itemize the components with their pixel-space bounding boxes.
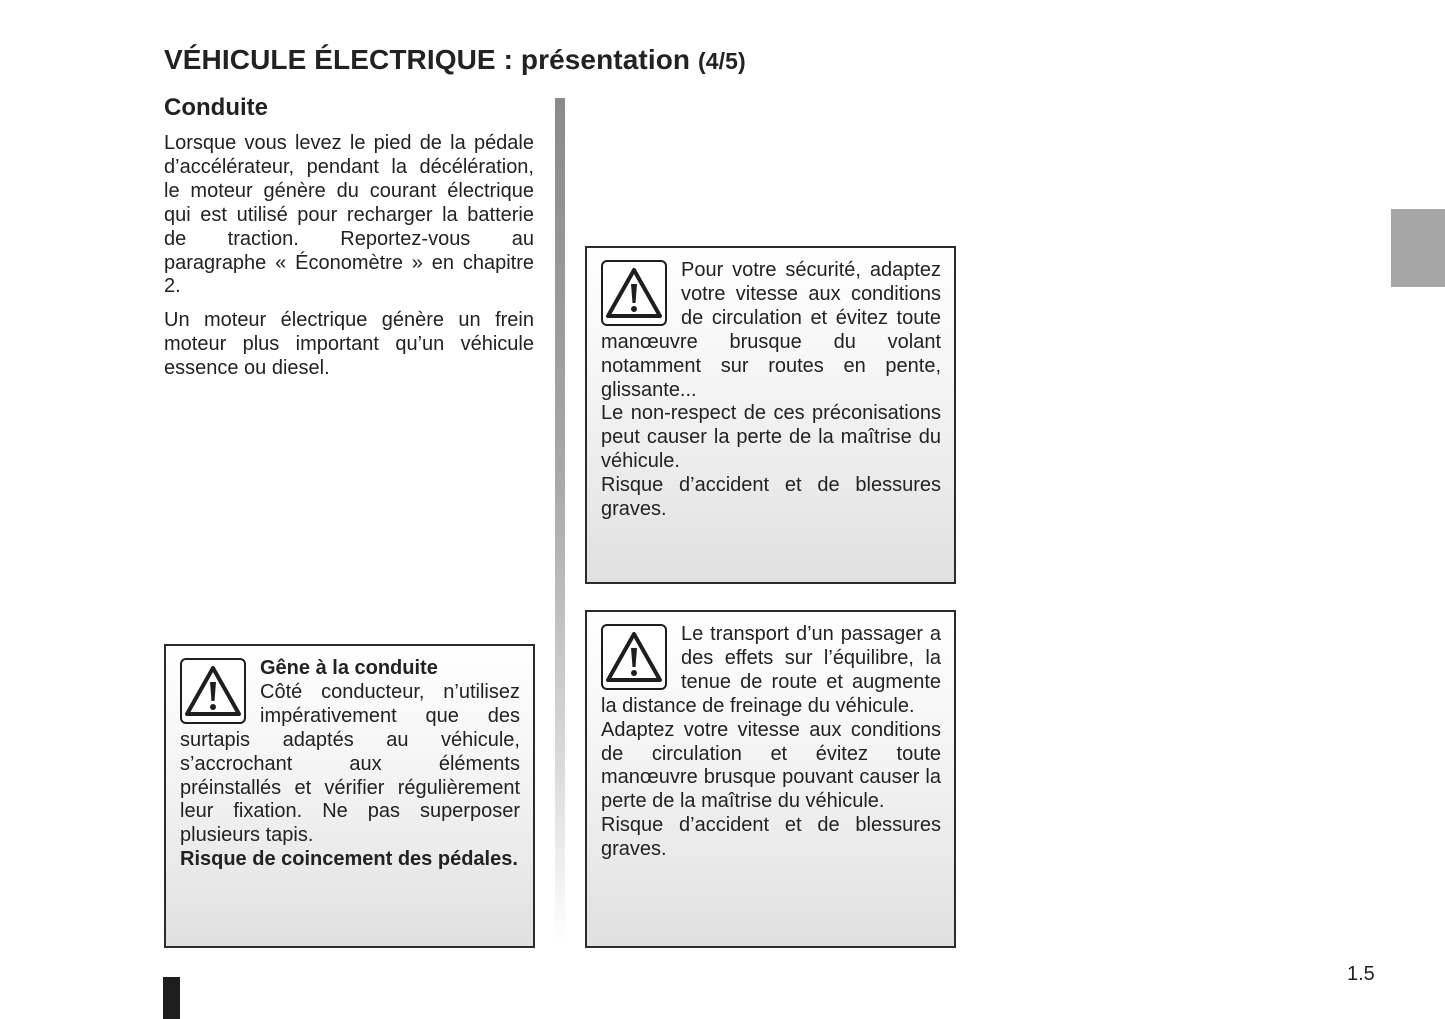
warning-title: Gêne à la conduite (260, 657, 438, 679)
warning-box-passenger (585, 610, 956, 948)
warning-paragraph: Le non-respect de ces préconisations peut causer la perte de la maîtrise du véhicule. (601, 402, 941, 473)
warning-paragraph: Pour votre sécurité, adaptez votre vitesse aux conditions de circulation et évitez toute manœuvre brusque du volant notamment sur routes en pente, glissante... (601, 259, 941, 401)
page-part-indicator: (4/5) (698, 48, 746, 74)
warning-triangle-icon (180, 658, 246, 724)
warning-box-driving-hindrance (164, 644, 535, 948)
warning-text: Côté conducteur, n’utilisez impérativement que des surtapis adaptés au véhicule, s’accrochant aux éléments préinstallés et vérifier régulièrement leur fixation. Ne pas superposer plusieurs tapis. (180, 680, 520, 847)
warning-paragraph: Le transport d’un passager a des effets sur l’équilibre, la tenue de route et augmente la distance de freinage du véhicule. (601, 623, 941, 717)
chapter-tab-marker (1391, 209, 1445, 287)
section-paragraph: Lorsque vous levez le pied de la pédale d’accélérateur, pendant la décélération, le moteur génère du courant électrique qui est utilisé pour recharger la batterie de traction. Reportez-vous au paragraphe « Économètre » en chapitre 2. (164, 132, 534, 298)
page-number: 1.5 (1347, 963, 1375, 985)
warning-box-safety-speed (585, 246, 956, 584)
section-paragraph: Un moteur électrique génère un frein moteur plus important qu’un véhicule essence ou diesel. (164, 309, 534, 380)
warning-paragraph: Risque d’accident et de blessures graves. (601, 814, 941, 861)
page-title-text: VÉHICULE ÉLECTRIQUE : présentation (164, 44, 691, 75)
warning-paragraph: Risque d’accident et de blessures graves. (601, 474, 941, 521)
warning-triangle-icon (601, 624, 667, 690)
warning-risk: Risque de coincement des pédales. (180, 848, 518, 871)
section-heading: Conduite (164, 94, 268, 121)
section-body (164, 132, 534, 391)
warning-paragraph: Adaptez votre vitesse aux conditions de circulation et évitez toute manœuvre brusque pouvant causer la perte de la maîtrise du véhicule. (601, 718, 941, 813)
warning-triangle-icon (601, 260, 667, 326)
column-divider (555, 98, 565, 943)
page-edge-marker (163, 977, 180, 1019)
page-title (164, 44, 746, 76)
